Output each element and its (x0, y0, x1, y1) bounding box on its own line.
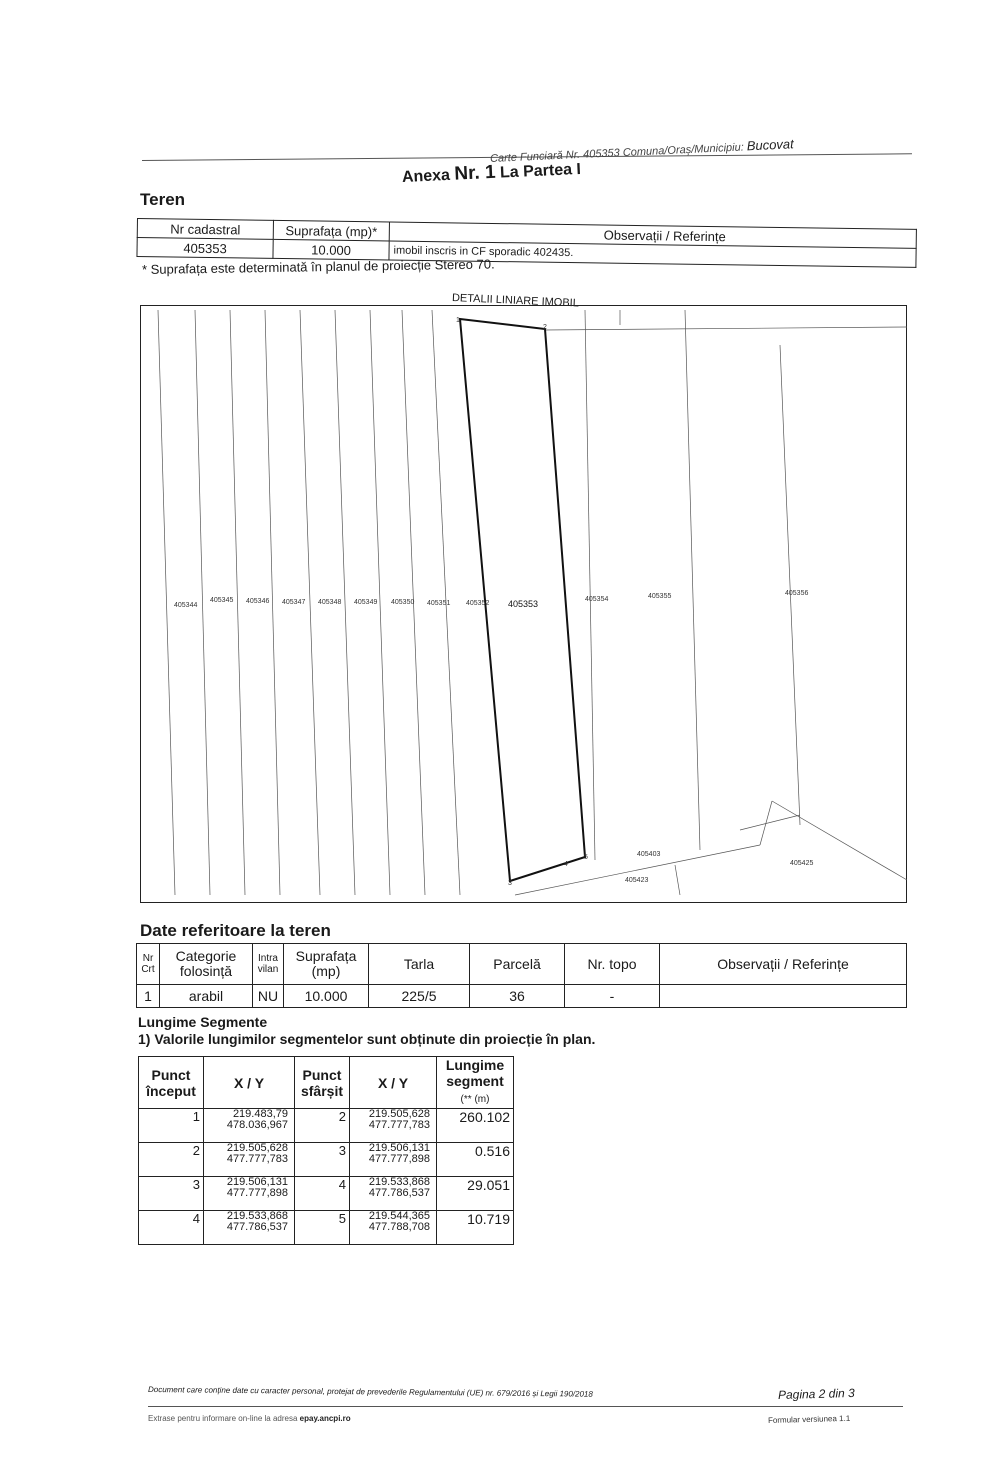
plan-title: DETALII LINIARE IMOBIL (451, 292, 580, 310)
cell-categorie: arabil (160, 985, 253, 1008)
parcel-label-405346: 405346 (246, 598, 270, 605)
cell-xy-end (350, 1211, 437, 1245)
point-label-4: 4 (564, 861, 568, 868)
header-tarla: Tarla (369, 944, 470, 985)
legal-notice: Document care conține date cu caracter personal, protejat de prevederile Regulamentului (UE) nr. 679/2016 și Legii 190/2018 (147, 1385, 593, 1399)
coord-x: 219.505,628 (368, 1108, 430, 1120)
header-categorie: Categorie folosință (160, 944, 253, 985)
coord-y: 477.777,898 (226, 1187, 288, 1199)
header-intravilan: Intra vilan (253, 944, 284, 985)
cell-observatii: imobil inscris in CF sporadic 402435. (389, 241, 916, 267)
cell-nr-cadastral: 405353 (137, 238, 273, 259)
coord-y: 478.036,967 (226, 1119, 288, 1131)
coord-x: 219.505,628 (226, 1142, 288, 1154)
table-row (139, 1177, 514, 1211)
header-xy-start: X / Y (204, 1057, 295, 1109)
cell-observatii-teren (660, 985, 907, 1008)
parcel-label-405354: 405354 (585, 596, 609, 603)
cell-punct-inceput: 2 (139, 1143, 204, 1177)
header-observatii: Observații / Referințe (389, 222, 916, 248)
header-nr-crt: Nr Crt (137, 944, 160, 985)
coord-y: 477.788,708 (368, 1221, 430, 1233)
header-xy-end: X / Y (350, 1057, 437, 1109)
formular-version: Formular versiunea 1.1 (767, 1413, 851, 1425)
parcel-label-405403: 405403 (637, 851, 661, 858)
anexa-prefix: Anexa (401, 166, 451, 186)
extrase-line (148, 1414, 351, 1423)
date-teren-title: Date referitoare la teren (140, 921, 331, 940)
parcel-label-405348: 405348 (318, 599, 342, 606)
cell-punct-inceput: 3 (139, 1177, 204, 1211)
header-punct-sfarsit: Punct sfârșit (295, 1057, 350, 1109)
coord-y: 477.777,783 (226, 1153, 288, 1165)
cell-lungime: 10.719 (437, 1211, 514, 1245)
extrase-text: Extrase pentru informare on-line la adresa (148, 1414, 298, 1423)
parcel-label-405350: 405350 (391, 599, 415, 606)
footer-rule (148, 1406, 903, 1407)
cell-lungime: 0.516 (437, 1143, 514, 1177)
cell-xy-start (204, 1211, 295, 1245)
cell-suprafata-teren: 10.000 (284, 985, 369, 1008)
suprafata-footnote: * Suprafața este determinată în planul de proiecție Stereo 70. (141, 256, 495, 277)
cell-xy-start (204, 1109, 295, 1143)
header-nr-cadastral: Nr cadastral (137, 219, 273, 240)
epay-link[interactable]: epay.ancpi.ro (299, 1414, 351, 1423)
header-lungime-label: Lungime segment (445, 1057, 505, 1089)
header-nr-topo: Nr. topo (565, 944, 660, 985)
date-teren-table (136, 943, 907, 1008)
parcel-label-405423: 405423 (625, 877, 649, 884)
header-lungime-unit: (** (m) (460, 1094, 490, 1105)
parcel-label-405425: 405425 (790, 860, 814, 867)
cell-parcela: 36 (470, 985, 565, 1008)
cell-xy-start (204, 1177, 295, 1211)
point-label-2: 2 (543, 324, 547, 331)
cell-xy-start (204, 1143, 295, 1177)
parcel-label-405349: 405349 (354, 599, 378, 606)
cell-lungime: 29.051 (437, 1177, 514, 1211)
parcel-label-405353: 405353 (508, 599, 539, 609)
coord-x: 219.533,868 (368, 1176, 430, 1188)
cell-punct-sfarsit: 3 (295, 1143, 350, 1177)
coord-y: 477.786,537 (368, 1187, 430, 1199)
cell-xy-end (350, 1177, 437, 1211)
carte-funciara-text: Carte Funciară Nr. 405353 Comuna/Oraș/Municipiu: (489, 141, 745, 165)
parcel-label-405355: 405355 (648, 593, 672, 600)
plan-svg (140, 305, 907, 903)
anexa-title (402, 158, 582, 188)
parcel-label-405352: 405352 (466, 600, 490, 607)
coord-x: 219.544,365 (368, 1210, 430, 1222)
municipiu-name: Bucovat (746, 136, 795, 154)
cell-punct-sfarsit: 4 (295, 1177, 350, 1211)
cell-punct-sfarsit: 2 (295, 1109, 350, 1143)
coord-x: 219.506,131 (368, 1142, 430, 1154)
segment-table (138, 1056, 514, 1245)
header-parcela: Parcelă (470, 944, 565, 985)
point-label-1: 1 (456, 317, 460, 324)
cell-punct-sfarsit: 5 (295, 1211, 350, 1245)
header-lungime (437, 1057, 514, 1109)
cell-intravilan: NU (253, 985, 284, 1008)
header-punct-inceput: Punct început (139, 1057, 204, 1109)
parcel-label-405345: 405345 (210, 597, 234, 604)
point-label-3: 3 (508, 880, 512, 887)
lungime-title: Lungime Segmente (138, 1014, 268, 1030)
cell-xy-end (350, 1109, 437, 1143)
cell-punct-inceput: 4 (139, 1211, 204, 1245)
header-suprafata-teren: Suprafața (mp) (284, 944, 369, 985)
cell-suprafata: 10.000 (273, 239, 389, 260)
coord-y: 477.786,537 (226, 1221, 288, 1233)
anexa-suffix: La Partea I (499, 160, 582, 182)
parcel-label-405356: 405356 (785, 590, 809, 597)
parcel-label-405347: 405347 (282, 599, 306, 606)
table-row (139, 1143, 514, 1177)
lungime-note: 1) Valorile lungimilor segmentelor sunt obținute din proiecție în plan. (138, 1031, 596, 1047)
page-number: Pagina 2 din 3 (777, 1385, 855, 1402)
coord-y: 477.777,898 (368, 1153, 430, 1165)
coord-x: 219.533,868 (226, 1210, 288, 1222)
coord-x: 219.483,79 (232, 1108, 288, 1120)
teren-section-title: Teren (140, 190, 186, 209)
cell-nr-crt: 1 (137, 985, 160, 1008)
cell-lungime: 260.102 (437, 1109, 514, 1143)
coord-y: 477.777,783 (368, 1119, 430, 1131)
parcel-label-405344: 405344 (174, 602, 198, 609)
parcel-label-405351: 405351 (427, 600, 451, 607)
plan-labels (174, 317, 813, 887)
table-row (139, 1109, 514, 1143)
table-row (139, 1211, 514, 1245)
header-observatii-teren: Observații / Referințe (660, 944, 907, 985)
cell-nr-topo: - (565, 985, 660, 1008)
cell-tarla: 225/5 (369, 985, 470, 1008)
cell-xy-end (350, 1143, 437, 1177)
coord-x: 219.506,131 (226, 1176, 288, 1188)
cadastral-plan (140, 305, 907, 903)
point-label-5: 5 (584, 854, 588, 861)
cell-punct-inceput: 1 (139, 1109, 204, 1143)
anexa-number: Nr. 1 (453, 161, 497, 185)
header-suprafata: Suprafața (mp)* (273, 220, 389, 241)
